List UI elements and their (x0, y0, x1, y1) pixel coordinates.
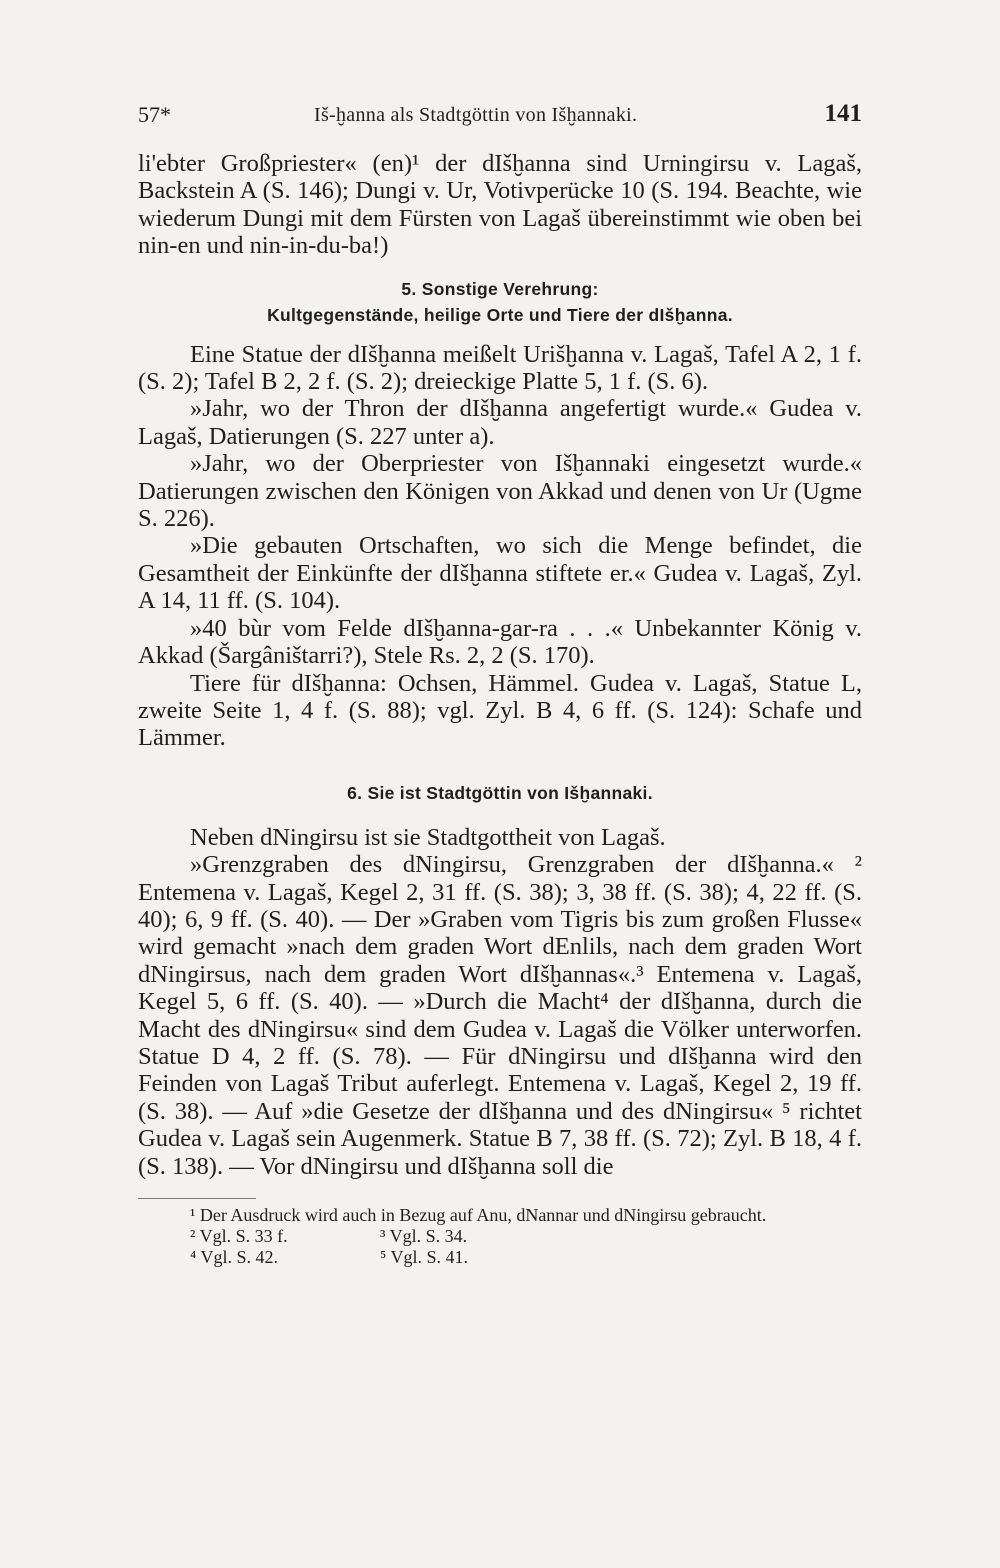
footnote-3: ³ Vgl. S. 34. (380, 1226, 468, 1246)
section-subheading-5: Kultgegenstände, heilige Orte und Tiere der dIšḫanna. (267, 304, 733, 325)
paragraph: »40 bùr vom Felde dIšḫanna-gar-ra . . .« Unbekannter König v. Akkad (Šargâništarri?), Stele Rs. 2, 2 (S. 170). (138, 614, 862, 670)
footnote-row (138, 1226, 862, 1247)
section-heading-5: 5. Sonstige Verehrung: (401, 278, 599, 299)
footnote-1: ¹ Der Ausdruck wird auch in Bezug auf Anu, dNannar und dNingirsu gebraucht. (190, 1205, 767, 1225)
running-title: Iš-ḫanna als Stadtgöttin von Išḫannaki. (314, 104, 638, 126)
paragraph: Neben dNingirsu ist sie Stadtgottheit von Lagaš. (190, 823, 666, 851)
signature-mark: 57* (138, 102, 171, 127)
paragraph: »Jahr, wo der Oberpriester von Išḫannaki eingesetzt wurde.« Datierungen zwischen den Königen von Akkad und denen von Ur (Ugme S. 226). (138, 450, 862, 533)
page-body (138, 150, 862, 1268)
paragraph-continued: li'ebter Großpriester« (en)¹ der dIšḫanna sind Urningirsu v. Lagaš, Backstein A (S. 146); Dungi v. Ur, Votivperücke 10 (S. 194. Beachte, wie wiederum Dungi mit dem Fürsten von Lagaš übereinstimmt wie oben bei nin-en und nin-in-du-ba!) (138, 150, 862, 260)
footnote-5: ⁵ Vgl. S. 41. (380, 1247, 468, 1267)
footnote-4: ⁴ Vgl. S. 42. (190, 1247, 278, 1267)
section-heading-6: 6. Sie ist Stadtgöttin von Išḫannaki. (347, 782, 653, 803)
footnote-2: ² Vgl. S. 33 f. (190, 1226, 288, 1246)
page-number: 141 (824, 100, 862, 127)
page-header (138, 98, 862, 138)
paragraph: »Jahr, wo der Thron der dIšḫanna angefertigt wurde.« Gudea v. Lagaš, Datierungen (S. 227 unter a). (138, 395, 862, 450)
paragraph: Tiere für dIšḫanna: Ochsen, Hämmel. Gudea v. Lagaš, Statue L, zweite Seite 1, 4 f. (S. 88); vgl. Zyl. B 4, 6 ff. (S. 124): Schafe und Lämmer. (138, 669, 862, 752)
footnote-row (138, 1247, 862, 1268)
paragraph: »Die gebauten Ortschaften, wo sich die Menge befindet, die Gesamtheit der Einkünfte der dIšḫanna stiftete er.« Gudea v. Lagaš, Zyl. A 14, 11 ff. (S. 104). (138, 532, 862, 615)
paragraph: »Grenzgraben des dNingirsu, Grenzgraben der dIšḫanna.« ² Entemena v. Lagaš, Kegel 2, 31 ff. (S. 38); 3, 38 ff. (S. 38); 4, 22 ff. (S. 40); 6, 9 ff. (S. 40). — Der »Graben vom Tigris bis zum großen Flusse« wird gemacht »nach dem graden Wort dEnlils, nach dem graden Wort dNingirsus, nach dem graden Wort dIšḫannas«.³ Entemena v. Lagaš, Kegel 5, 6 ff. (S. 40). — »Durch die Macht⁴ der dIšḫanna, durch die Macht des dNingirsu« sind dem Gudea v. Lagaš die Völker unterworfen. Statue D 4, 2 ff. (S. 78). — Für dNingirsu und dIšḫanna wird den Feinden von Lagaš Tribut auferlegt. Entemena v. Lagaš, Kegel 2, 19 ff. (S. 38). — Auf »die Gesetze der dIšḫanna und des dNingirsu« ⁵ richtet Gudea v. Lagaš sein Augenmerk. Statue B 7, 38 ff. (S. 72); Zyl. B 18, 4 f. (S. 138). — Vor dNingirsu und dIšḫanna soll die (138, 851, 862, 1180)
paragraph: Eine Statue der dIšḫanna meißelt Urišḫanna v. Lagaš, Tafel A 2, 1 f. (S. 2); Tafel B 2, 2 f. (S. 2); dreieckige Platte 5, 1 f. (S. 6). (138, 340, 862, 396)
footnote-divider (138, 1198, 256, 1199)
